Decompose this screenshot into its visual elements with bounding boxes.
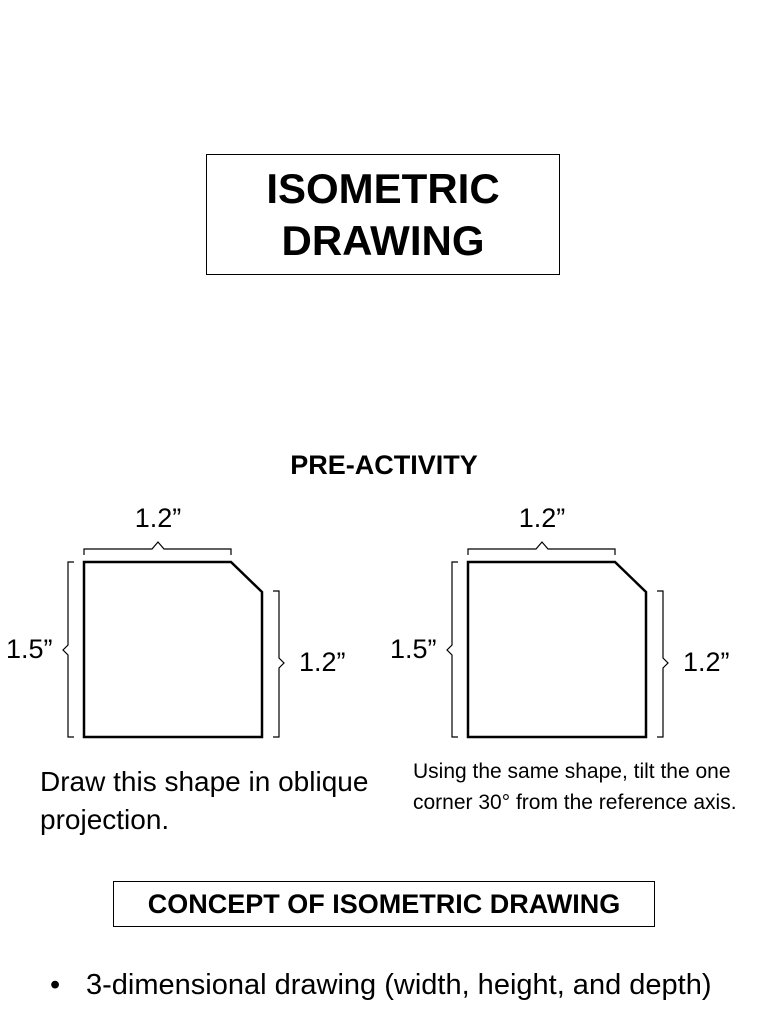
bullet-text: 3-dimensional drawing (width, height, and depth)	[86, 969, 712, 1001]
chamfered-square-shape	[468, 562, 646, 737]
title-line-1: ISOMETRIC	[266, 164, 500, 212]
top-dimension-bracket	[84, 542, 231, 555]
bullet-marker: •	[50, 969, 61, 1001]
right-dimension-label: 1.2”	[683, 647, 730, 677]
pre-activity-heading: PRE-ACTIVITY	[290, 450, 478, 480]
shape-figure-left	[0, 495, 384, 750]
top-dimension-label: 1.2”	[518, 503, 566, 533]
left-dimension-label: 1.5”	[390, 634, 437, 664]
left-dimension-bracket	[63, 562, 74, 737]
right-dimension-bracket	[273, 591, 284, 737]
title-line-2: DRAWING	[281, 216, 485, 264]
top-dimension-label: 1.2”	[134, 503, 182, 533]
title-box	[206, 154, 560, 275]
top-dimension-bracket	[468, 542, 615, 555]
right-dimension-bracket	[657, 591, 668, 737]
shape-figure-right	[384, 495, 768, 750]
instruction-tilt: Using the same shape, tilt the one corner 30° from the reference axis.	[413, 760, 737, 814]
right-dimension-label: 1.2”	[299, 647, 346, 677]
list-item	[50, 966, 740, 1004]
instruction-oblique: Draw this shape in oblique projection.	[40, 766, 369, 835]
concept-bullet-list	[50, 966, 740, 1004]
left-dimension-bracket	[447, 562, 458, 737]
left-dimension-label: 1.5”	[6, 634, 53, 664]
concept-heading: CONCEPT OF ISOMETRIC DRAWING	[113, 881, 655, 927]
chamfered-square-shape	[84, 562, 262, 737]
